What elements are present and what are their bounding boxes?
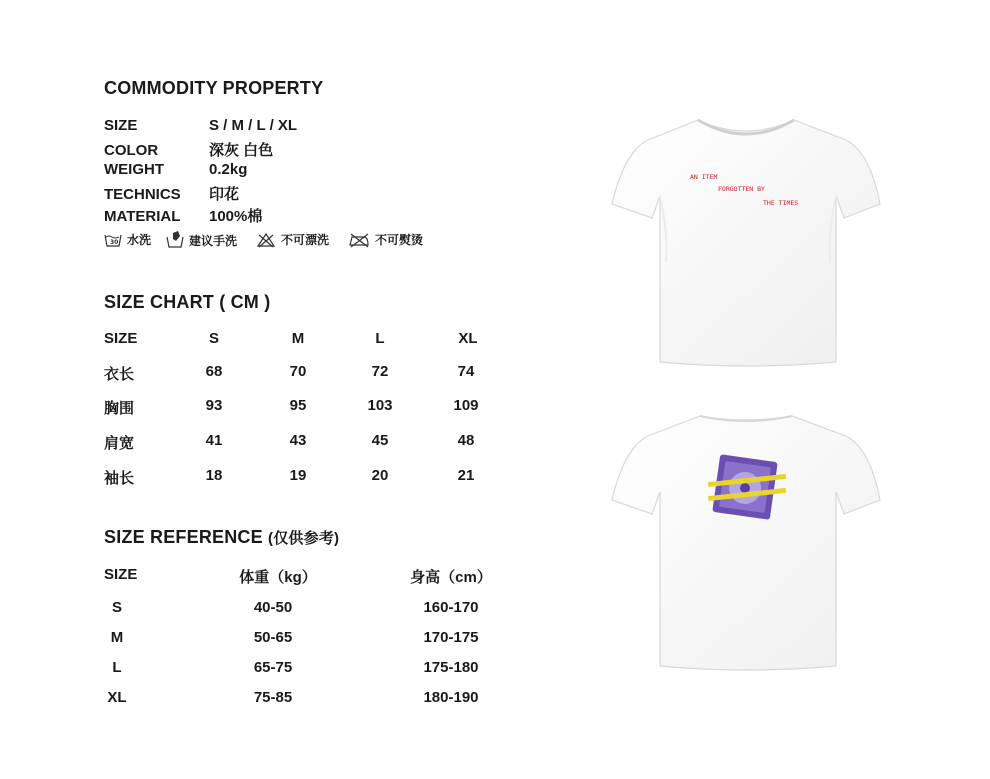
tshirt-back-image (608, 412, 884, 674)
size-chart-cell: 18 (205, 467, 223, 484)
prop-row-technics (104, 183, 239, 204)
size-chart-header: S (208, 330, 219, 347)
size-ref-cell: 50-65 (253, 629, 293, 646)
no-iron-icon (348, 232, 370, 248)
size-chart-cell: 72 (371, 363, 389, 380)
size-ref-cell: 170-175 (423, 629, 479, 646)
care-wash (104, 231, 151, 248)
prop-value: 0.2kg (209, 161, 248, 178)
care-label: 不可漂洗 (281, 233, 330, 247)
size-ref-header: SIZE (104, 566, 138, 583)
size-chart-cell: 20 (371, 467, 389, 484)
size-chart-header: SIZE (104, 330, 138, 347)
prop-value: 印花 (209, 186, 240, 203)
size-chart-cell: 109 (453, 397, 479, 414)
front-print-line-3: THE TIMES (763, 199, 799, 207)
hand-wash-icon (166, 231, 184, 249)
prop-key: COLOR (104, 142, 159, 159)
prop-key: SIZE (104, 117, 138, 134)
prop-row-size (104, 117, 297, 134)
size-chart-header: M (291, 330, 305, 347)
size-ref-cell: 75-85 (253, 689, 293, 706)
size-chart-header: L (375, 330, 385, 347)
front-print-line-2: FORGOTTEN BY (718, 185, 765, 193)
size-chart-cell: 21 (457, 467, 475, 484)
size-chart-cell: 74 (457, 363, 475, 380)
prop-row-material (104, 205, 262, 226)
size-ref-cell: 180-190 (423, 689, 479, 706)
prop-row-weight (104, 161, 247, 178)
size-chart-cell: 48 (457, 432, 475, 449)
prop-value: 100%棉 (209, 208, 263, 225)
care-label: 水洗 (127, 233, 152, 247)
prop-key: WEIGHT (104, 161, 164, 178)
size-chart-cell: 胸围 (104, 400, 135, 417)
size-ref-cell: M (110, 629, 124, 646)
size-reference-subtitle: (仅供参考) (268, 530, 340, 547)
size-ref-header: 身高（cm） (410, 569, 492, 586)
prop-row-color (104, 139, 273, 160)
size-ref-header: 体重（kg） (239, 569, 317, 586)
size-ref-cell: 175-180 (423, 659, 479, 676)
wash-tub-icon (104, 232, 122, 248)
size-chart-cell: 43 (289, 432, 307, 449)
care-label: 建议手洗 (189, 233, 238, 248)
size-chart-cell: 95 (289, 397, 307, 414)
size-chart-cell: 70 (289, 363, 307, 380)
size-ref-cell: S (111, 599, 122, 616)
tshirt-front-image (608, 112, 884, 374)
prop-value: S / M / L / XL (209, 117, 298, 134)
size-ref-cell: 160-170 (423, 599, 479, 616)
size-chart-cell: 93 (205, 397, 223, 414)
svg-text:30: 30 (110, 238, 119, 246)
no-bleach-icon (256, 232, 276, 248)
size-ref-cell: 65-75 (253, 659, 293, 676)
size-chart-header: XL (458, 330, 478, 347)
size-chart-cell: 103 (367, 397, 393, 414)
size-ref-cell: L (112, 659, 122, 676)
size-chart-cell: 45 (371, 432, 389, 449)
care-no-bleach (256, 231, 329, 248)
size-chart-cell: 衣长 (104, 366, 135, 383)
size-reference-title-text: SIZE REFERENCE (104, 527, 263, 547)
size-chart-cell: 肩宽 (104, 435, 135, 452)
size-chart-cell: 41 (205, 432, 223, 449)
size-chart-cell: 68 (205, 363, 223, 380)
front-print-line-1: AN ITEM (690, 173, 718, 181)
care-no-iron (348, 231, 423, 248)
size-chart-cell: 袖长 (104, 470, 135, 487)
care-label: 不可熨烫 (375, 233, 424, 247)
size-chart-title: SIZE CHART ( CM ) (104, 292, 271, 312)
prop-key: MATERIAL (104, 208, 181, 225)
size-ref-cell: 40-50 (253, 599, 293, 616)
size-chart-cell: 19 (289, 467, 307, 484)
care-hand-wash (166, 231, 237, 249)
prop-value: 深灰 白色 (209, 142, 274, 159)
size-ref-cell: XL (107, 689, 127, 706)
commodity-title: COMMODITY PROPERTY (104, 78, 324, 98)
prop-key: TECHNICS (104, 186, 181, 203)
size-reference-title (104, 527, 339, 548)
